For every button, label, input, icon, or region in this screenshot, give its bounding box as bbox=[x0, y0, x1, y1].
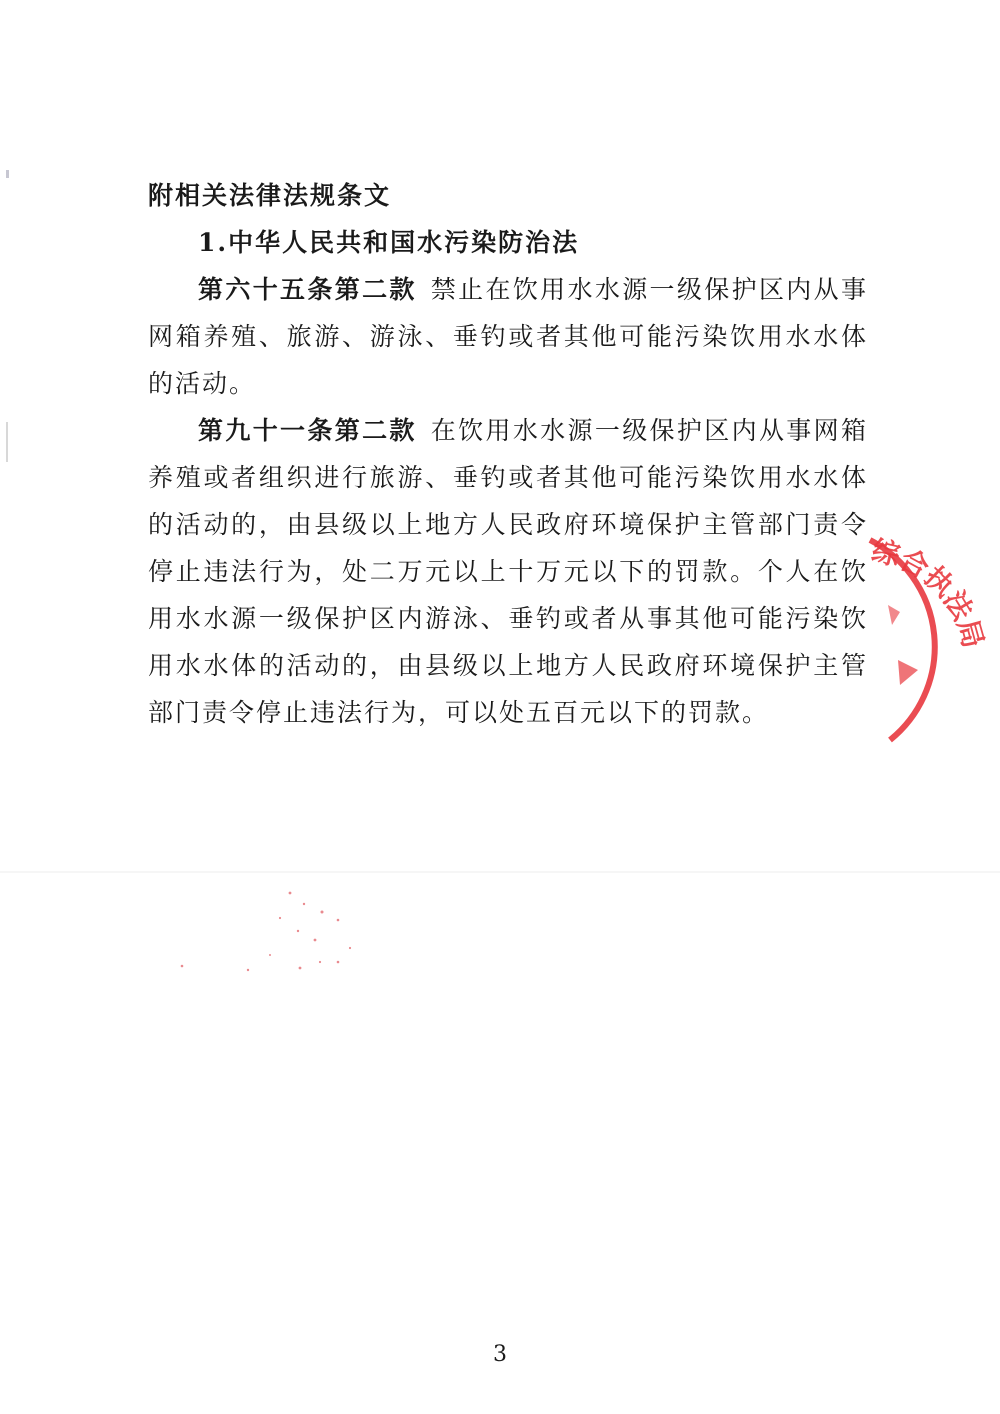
article-label: 第六十五条第二款 bbox=[198, 275, 417, 304]
svg-text:综合执法局 bbox=[869, 534, 990, 652]
appendix-heading: 附相关法律法规条文 bbox=[148, 181, 392, 210]
article-paragraph bbox=[148, 266, 868, 407]
official-seal-stamp bbox=[800, 520, 990, 750]
article-text: 在饮用水水源一级保护区内从事网箱养殖或者组织进行旅游、垂钓或者其他可能污染饮用水水体的活动的，由县级以上地方人民政府环境保护主管部门责令停止违法行为，处二万元以上十万元以下的罚款。个人在饮用水水源一级保护区内游泳、垂钓或者从事其他可能污染饮用水水体的活动的，由县级以上地方人民政府环境保护主管部门责令停止违法行为，可以处五百元以下的罚款。 bbox=[148, 416, 868, 727]
law-title: 1.中华人民共和国水污染防治法 bbox=[198, 228, 580, 257]
seal-text: 综合执法局 bbox=[868, 533, 990, 652]
document-body bbox=[148, 172, 868, 736]
article-label: 第九十一条第二款 bbox=[198, 416, 417, 445]
article-paragraph bbox=[148, 407, 868, 736]
article-text: 禁止在饮用水水源一级保护区内从事网箱养殖、旅游、游泳、垂钓或者其他可能污染饮用水水体的活动。 bbox=[148, 275, 868, 398]
page-number: 3 bbox=[493, 1342, 507, 1367]
